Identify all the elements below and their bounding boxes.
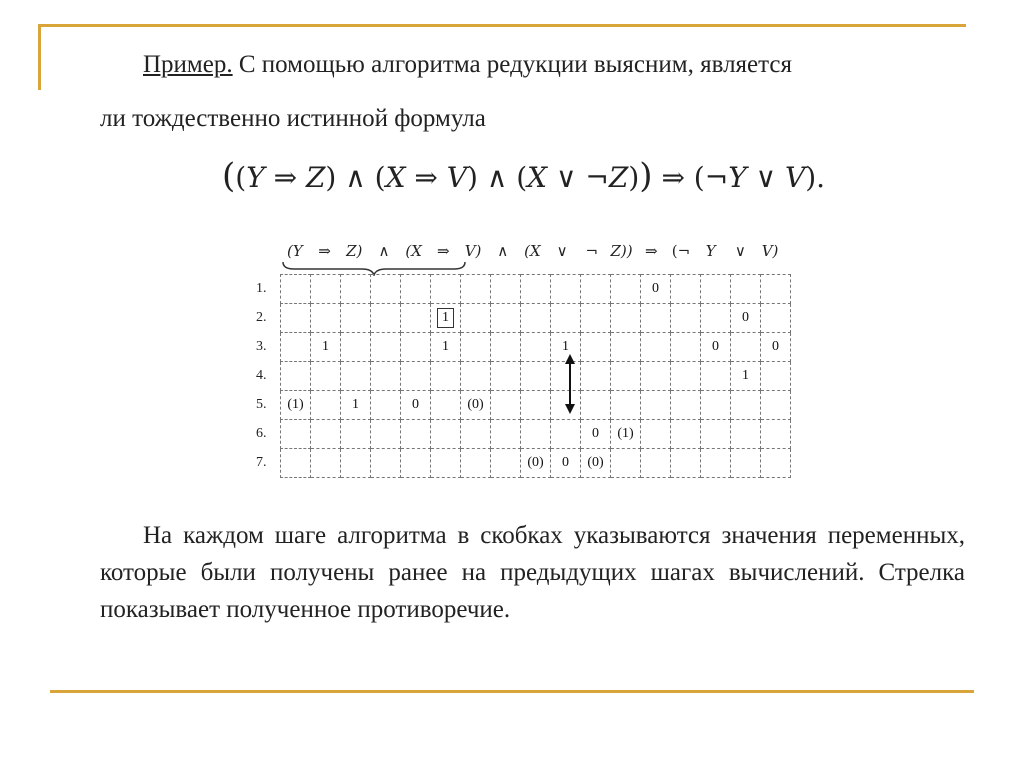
table-cell	[281, 449, 311, 478]
table-cell	[701, 275, 731, 304]
row-number: 5.	[256, 397, 267, 412]
table-cell	[431, 391, 461, 420]
formula-op: ∨	[746, 161, 785, 194]
table-cell	[761, 391, 791, 420]
header-symbol: (X	[524, 242, 541, 260]
table-cell	[761, 449, 791, 478]
table-row	[281, 362, 791, 391]
table-cell	[341, 275, 371, 304]
table-cell	[371, 420, 401, 449]
table-cell	[461, 362, 491, 391]
table-cell	[581, 362, 611, 391]
table-cell	[281, 362, 311, 391]
table-cell: (1)	[611, 420, 641, 449]
table-cell	[611, 449, 641, 478]
row-number: 3.	[256, 339, 267, 354]
row-number: 6.	[256, 426, 267, 441]
explanation-text: На каждом шаге алгоритма в скобках указываются значения переменных, которые были получены ранее на предыдущих шагах вычислений. Стрелка показывает полученное противоречие.	[100, 522, 965, 623]
table-cell	[401, 333, 431, 362]
table-row	[281, 420, 791, 449]
table-cell	[641, 333, 671, 362]
table-cell	[671, 304, 701, 333]
table-cell	[581, 275, 611, 304]
table-cell: 0	[761, 333, 791, 362]
header-symbol: ∨	[734, 242, 746, 260]
table-cell: 0	[731, 304, 761, 333]
table-cell	[341, 304, 371, 333]
header-symbol: ∧	[497, 242, 509, 260]
table-cell	[341, 333, 371, 362]
table-cell: 0	[701, 333, 731, 362]
intro-text-1: С помощью алгоритма редукции выясним, является	[232, 51, 792, 78]
formula-paren: (	[222, 156, 236, 196]
table-cell: 1	[431, 333, 461, 362]
table-cell: 0	[551, 449, 581, 478]
table-cell	[761, 275, 791, 304]
table-row	[281, 449, 791, 478]
formula-paren: )	[467, 161, 478, 194]
formula-var: X	[385, 161, 406, 194]
table-cell	[491, 391, 521, 420]
table-cell	[671, 449, 701, 478]
header-symbol: ∧	[378, 242, 390, 260]
formula-paren: )	[325, 161, 337, 194]
table-cell	[611, 391, 641, 420]
table-cell	[521, 333, 551, 362]
table-cell	[701, 420, 731, 449]
header-symbol: ¬	[585, 242, 599, 260]
table-cell	[701, 362, 731, 391]
table-cell	[461, 333, 491, 362]
table-cell	[491, 275, 521, 304]
table-cell	[521, 304, 551, 333]
formula-op: ∧ (	[336, 161, 386, 194]
table-cell	[341, 362, 371, 391]
table-cell	[461, 420, 491, 449]
row-number: 7.	[256, 455, 267, 470]
table-cell	[311, 391, 341, 420]
top-rule	[38, 24, 966, 27]
table-cell: (0)	[521, 449, 551, 478]
table-cell: 1	[311, 333, 341, 362]
contradiction-arrow-icon	[562, 354, 578, 414]
formula-op: ⇒ (¬	[652, 161, 729, 194]
table-cell: 1	[341, 391, 371, 420]
table-cell	[401, 420, 431, 449]
table-cell	[641, 420, 671, 449]
header-symbol: Z)	[346, 242, 363, 260]
header-symbol: (X	[405, 242, 422, 260]
header-symbol: ⇒	[644, 242, 658, 260]
formula-var: Y	[728, 161, 747, 194]
table-cell	[761, 304, 791, 333]
table-cell	[731, 420, 761, 449]
table-cell	[401, 449, 431, 478]
table-cell	[371, 362, 401, 391]
table-cell: (1)	[281, 391, 311, 420]
table-cell	[701, 304, 731, 333]
table-cell	[401, 304, 431, 333]
table-cell	[431, 449, 461, 478]
table-row	[281, 391, 791, 420]
row-numbers	[256, 274, 267, 477]
table-cell: (0)	[461, 391, 491, 420]
header-symbol: (¬	[671, 242, 691, 260]
table-cell	[461, 275, 491, 304]
formula-var: V	[784, 161, 806, 194]
table-cell	[311, 449, 341, 478]
table-cell	[731, 275, 761, 304]
formula-paren: (	[235, 161, 247, 194]
table-cell: 0	[641, 275, 671, 304]
table-cell	[581, 391, 611, 420]
table-cell	[671, 333, 701, 362]
formula-var: Z	[608, 161, 629, 194]
table-cell	[431, 304, 461, 333]
table-cell: 0	[401, 391, 431, 420]
table-cell	[671, 275, 701, 304]
formula-var: Z	[305, 161, 326, 194]
header-symbol: V)	[464, 242, 482, 260]
intro-line-1	[143, 52, 792, 77]
table-cell	[371, 304, 401, 333]
table-cell	[491, 304, 521, 333]
table-cell	[281, 420, 311, 449]
bottom-rule	[50, 690, 974, 693]
table-cell	[611, 362, 641, 391]
table-cell	[671, 391, 701, 420]
table-cell	[521, 420, 551, 449]
table-cell	[311, 304, 341, 333]
table-row	[281, 333, 791, 362]
table-row	[281, 304, 791, 333]
formula-var: X	[527, 161, 548, 194]
table-cell: 1	[551, 333, 581, 362]
table-cell	[521, 275, 551, 304]
header-symbol: Y	[705, 242, 716, 260]
header-symbol: Z))	[610, 242, 633, 260]
table-cell	[671, 362, 701, 391]
table-cell	[611, 275, 641, 304]
header-symbol: ⇒	[437, 242, 450, 260]
table-cell: (0)	[581, 449, 611, 478]
table-cell	[401, 275, 431, 304]
table-cell	[731, 391, 761, 420]
left-rule	[38, 24, 41, 90]
table-cell	[491, 362, 521, 391]
formula-op: ⇒	[405, 161, 447, 194]
table-cell	[701, 449, 731, 478]
header-symbol: ∨	[556, 242, 568, 260]
table-cell	[491, 449, 521, 478]
table-cell	[581, 333, 611, 362]
formula-op: ∧ (	[477, 161, 528, 194]
table-cell	[371, 391, 401, 420]
header-symbol: (Y	[286, 242, 303, 260]
table-cell	[521, 391, 551, 420]
explanation-paragraph	[100, 517, 965, 628]
table-cell	[611, 304, 641, 333]
formula-var: V	[446, 161, 468, 194]
table-cell	[491, 333, 521, 362]
table-cell	[371, 333, 401, 362]
table-cell	[731, 333, 761, 362]
example-label: Пример.	[143, 51, 233, 78]
table-cell	[731, 449, 761, 478]
table-cell	[611, 333, 641, 362]
header-symbol: ⇒	[318, 242, 331, 260]
table-cell	[641, 391, 671, 420]
table-cell	[281, 275, 311, 304]
table-cell	[761, 420, 791, 449]
formula-paren: ).	[805, 161, 826, 194]
table-cell: 0	[581, 420, 611, 449]
boxed-value: 1	[437, 308, 454, 328]
reduction-table	[250, 240, 810, 470]
table-cell: 1	[731, 362, 761, 391]
table-cell	[491, 420, 521, 449]
table-cell	[371, 449, 401, 478]
table-cell	[431, 275, 461, 304]
table-cell	[341, 420, 371, 449]
formula	[222, 156, 825, 196]
table-cell	[431, 420, 461, 449]
table-cell	[641, 362, 671, 391]
table-cell	[551, 275, 581, 304]
table-cell	[461, 304, 491, 333]
formula-paren: )	[628, 161, 640, 194]
table-cell	[671, 420, 701, 449]
formula-op: ⇒	[264, 161, 306, 194]
table-cell	[311, 420, 341, 449]
row-number: 1.	[256, 281, 267, 296]
row-number: 2.	[256, 310, 267, 325]
header-symbol: V)	[761, 242, 779, 260]
table-cell	[641, 449, 671, 478]
table-cell	[521, 362, 551, 391]
table-cell	[311, 362, 341, 391]
step-grid	[280, 274, 791, 478]
table-cell	[761, 362, 791, 391]
table-cell	[341, 449, 371, 478]
row-number: 4.	[256, 368, 267, 383]
table-cell	[281, 333, 311, 362]
table-cell	[461, 449, 491, 478]
formula-paren: )	[639, 156, 653, 196]
table-cell	[281, 304, 311, 333]
table-cell	[551, 304, 581, 333]
table-cell	[401, 362, 431, 391]
table-cell	[551, 420, 581, 449]
table-cell	[641, 304, 671, 333]
table-cell	[371, 275, 401, 304]
formula-var: Y	[246, 161, 265, 194]
formula-op: ∨ ¬	[547, 161, 609, 194]
intro-line-2: ли тождественно истинной формула	[100, 105, 486, 132]
table-cell	[701, 391, 731, 420]
table-cell	[311, 275, 341, 304]
table-cell	[431, 362, 461, 391]
table-cell	[581, 304, 611, 333]
table-row	[281, 275, 791, 304]
